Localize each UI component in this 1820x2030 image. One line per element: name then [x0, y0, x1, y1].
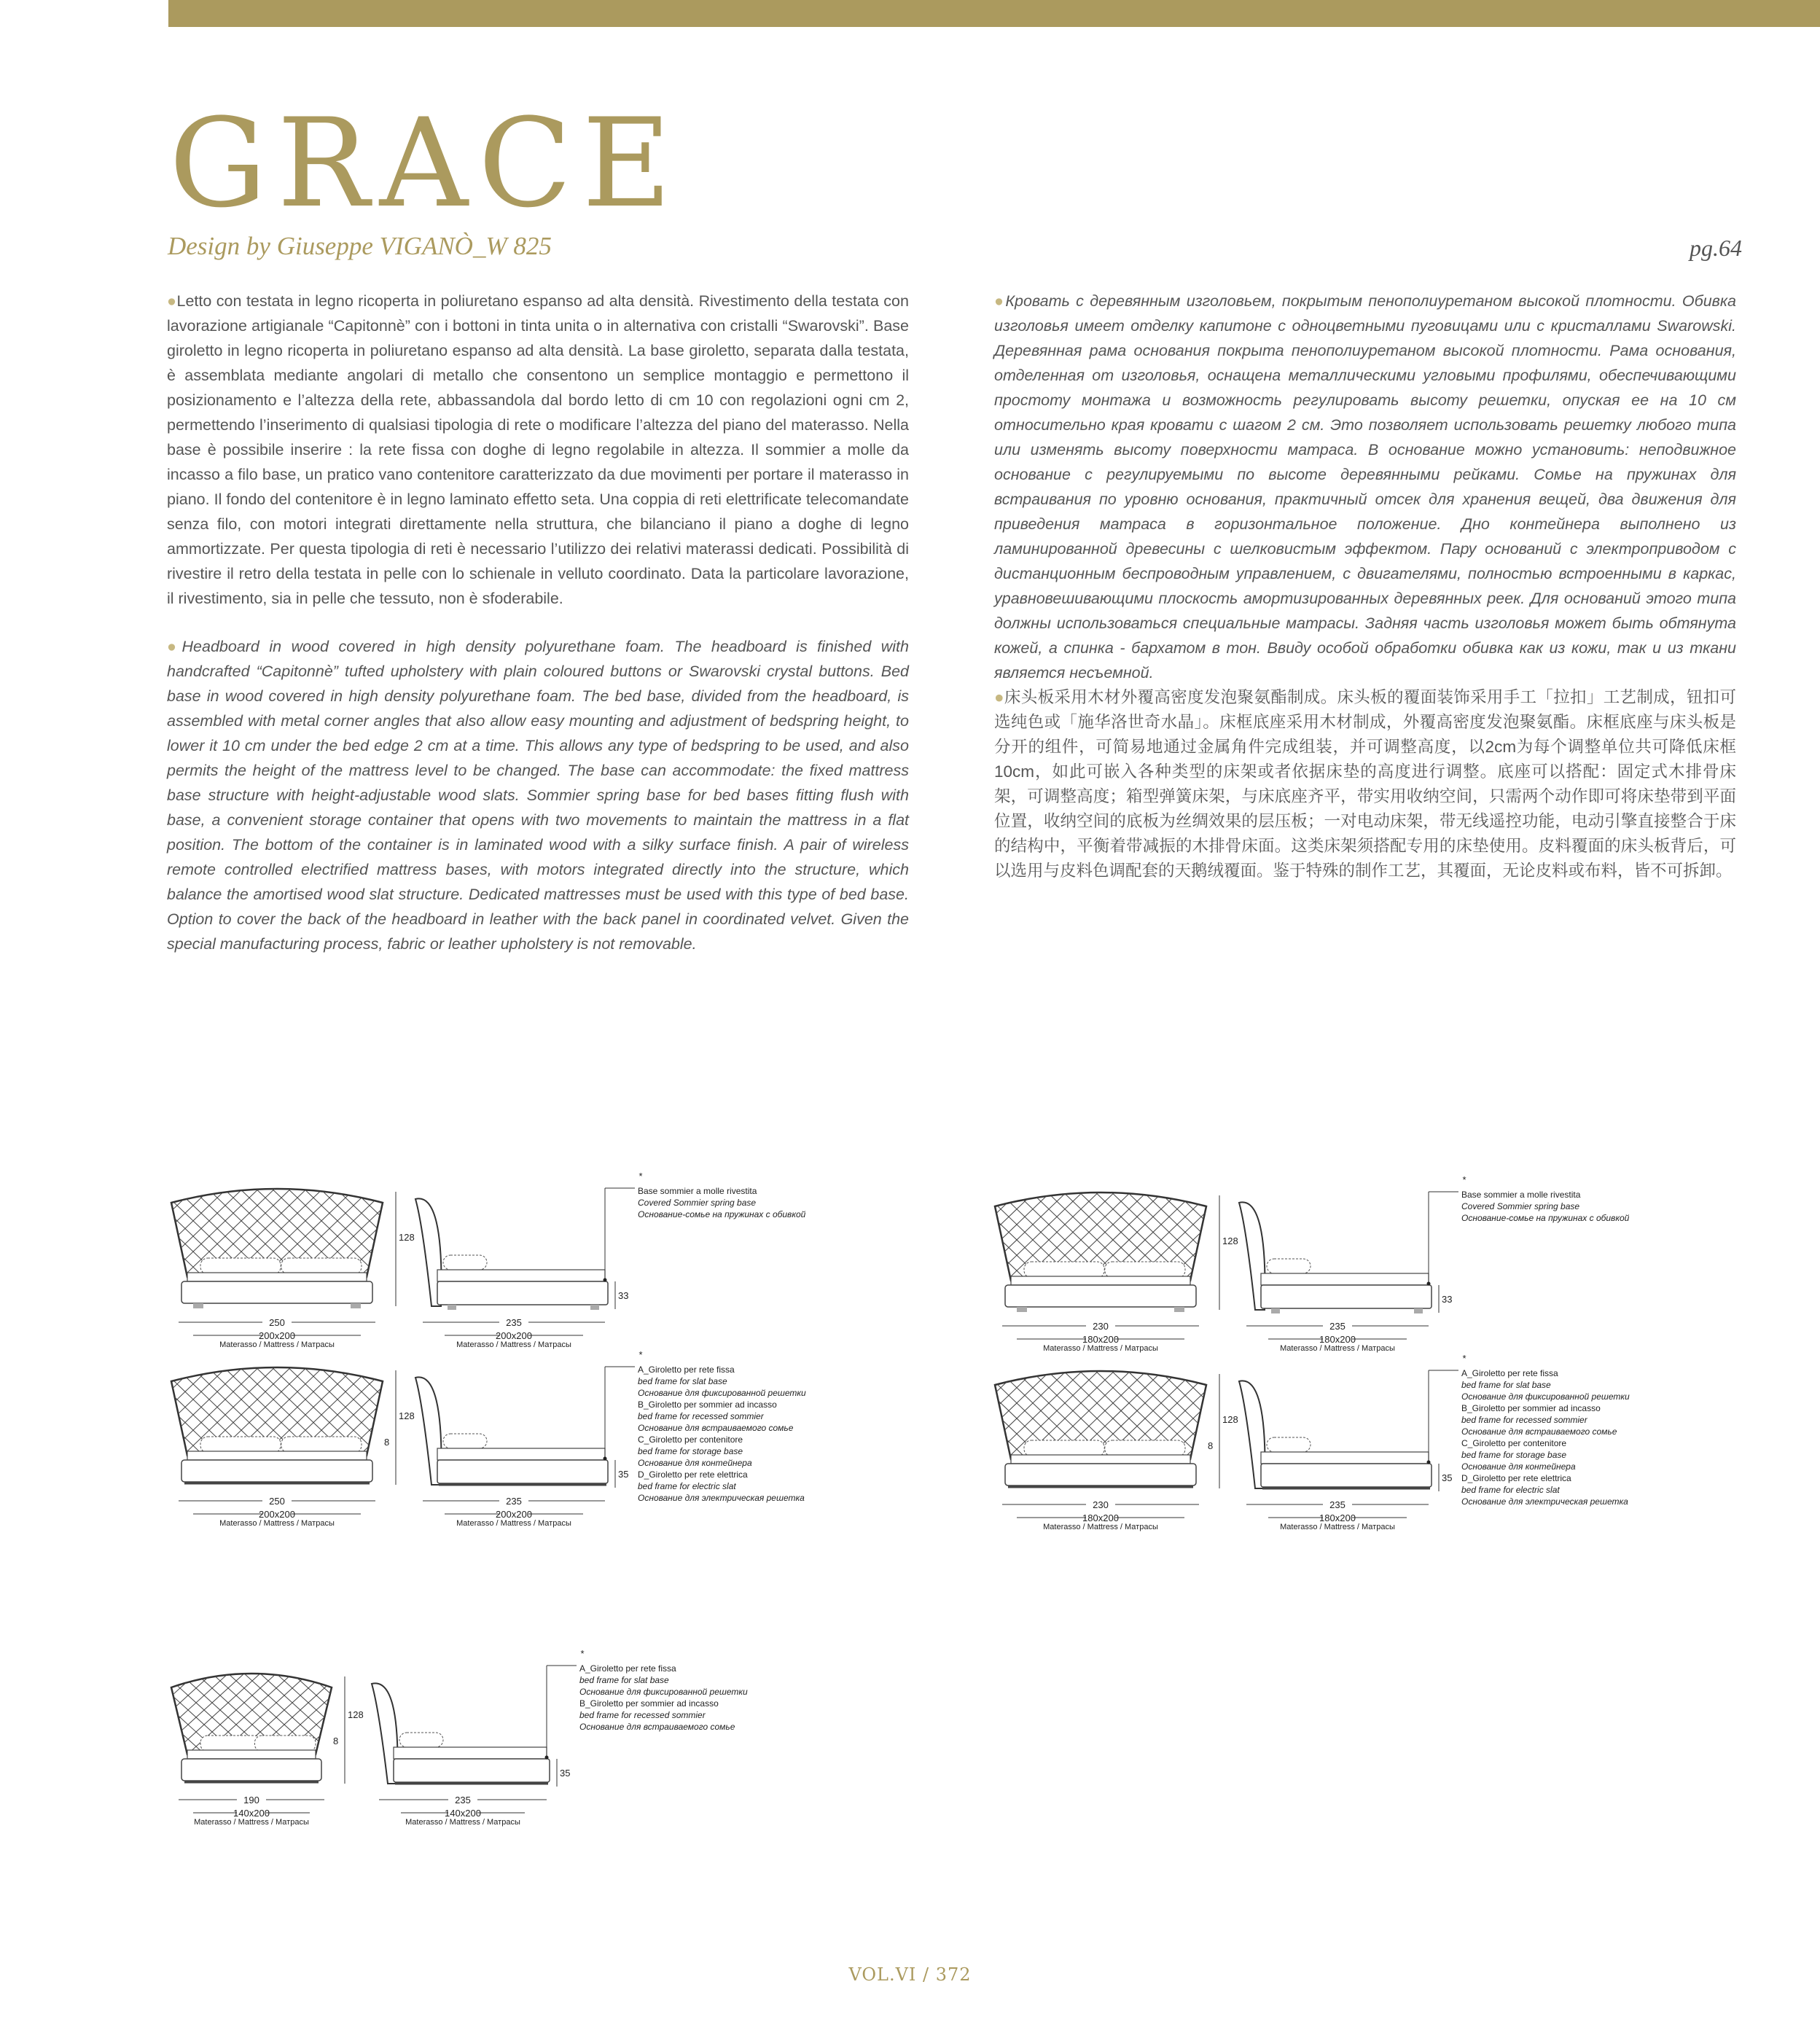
recess-dimension: 8 — [384, 1437, 390, 1448]
mattress-size: 140x200 — [445, 1808, 481, 1819]
note-line: Основание для встраиваемого сомье — [638, 1423, 794, 1433]
width-dimension: 230 — [1093, 1321, 1109, 1332]
diagram-queen-sommier — [988, 1174, 1716, 1353]
side-view — [415, 1377, 628, 1528]
mattress-label: Materasso / Mattress / Матрасы — [456, 1519, 571, 1528]
mattress — [187, 1273, 367, 1281]
notes — [604, 1171, 806, 1282]
note-line: bed frame for slat base — [1461, 1380, 1551, 1390]
mattress — [1261, 1452, 1429, 1464]
height-dimension: 128 — [1222, 1414, 1238, 1425]
note-line: bed frame for recessed sommier — [579, 1710, 706, 1720]
mattress-size: 200x200 — [496, 1509, 532, 1520]
note-line: C_Giroletto per contenitore — [1461, 1438, 1567, 1448]
note-line: A_Giroletto per rete fissa — [638, 1365, 735, 1375]
pillow — [443, 1255, 487, 1270]
mattress-label: Materasso / Mattress / Матрасы — [219, 1340, 335, 1349]
mattress-size: 140x200 — [233, 1808, 270, 1819]
pillow — [281, 1437, 362, 1453]
foot — [448, 1305, 456, 1310]
description-chinese-text: 床头板采用木材外覆高密度发泡聚氨酯制成。床头板的覆面装饰采用手工「拉扣」工艺制成，钮扣可选纯色或「施华洛世奇水晶」。床框底座采用木材制成，外覆高密度发泡聚氨酯。床框底座与床头板是分开的组件，可简易地通过金属角件完成组装，并可调整高度，以2cm为每个调整单位共可降低床框10cm，如此可嵌入各种类型的床架或者依据床垫的高度进行调整。底座可以搭配：固定式木排骨床架，可调整高度；箱型弹簧床架，与床底座齐平，带实用收纳空间，只需两个动作即可将床垫带到平面位置，收纳空间的底板为丝绸效果的层压板；一对电动床架，带无线遥控功能，电动引擎直接整合于床的结构中，平衡着带减振的木排骨床面。这类床架须搭配专用的床垫使用。皮料覆面的床头板背后，可以选用与皮料色调配套的天鹅绒覆面。鉴于特殊的制作工艺，其覆面，无论皮料或布料，皆不可拆卸。 — [994, 688, 1736, 880]
bed-base — [1005, 1285, 1196, 1307]
foot — [1174, 1307, 1184, 1312]
bed-base — [1005, 1464, 1196, 1486]
note-line: bed frame for storage base — [638, 1446, 743, 1456]
mattress — [187, 1750, 316, 1759]
mattress-size: 180x200 — [1319, 1512, 1356, 1523]
pillow — [1267, 1437, 1311, 1452]
note-line: A_Giroletto per rete fissa — [1461, 1368, 1558, 1378]
height-dimension: 128 — [348, 1709, 364, 1720]
base-height-dimension: 35 — [560, 1768, 571, 1779]
mattress — [187, 1451, 367, 1460]
volume-page-number: VOL.VI / 372 — [848, 1964, 972, 1985]
pillow — [1267, 1259, 1311, 1273]
front-view — [784, 1348, 1555, 1531]
pillow — [281, 1258, 362, 1274]
height-dimension: 128 — [399, 1232, 415, 1243]
note-line: Основание для электрическая решетка — [638, 1493, 805, 1503]
foot — [1414, 1308, 1423, 1313]
note-line: Основание для фиксированной решетки — [579, 1687, 748, 1697]
note-line: bed frame for recessed sommier — [638, 1411, 764, 1421]
bed-base — [1261, 1285, 1432, 1308]
side-view — [415, 1198, 628, 1349]
side-view — [1239, 1381, 1452, 1531]
mattress — [437, 1448, 605, 1460]
description-italian — [167, 289, 909, 611]
mattress — [1011, 1455, 1190, 1464]
base-height-dimension: 33 — [1442, 1294, 1453, 1305]
mattress-size: 180x200 — [1319, 1334, 1356, 1345]
note-line: Основание для контейнера — [638, 1458, 752, 1468]
mattress — [1261, 1273, 1429, 1285]
length-dimension: 235 — [455, 1795, 471, 1805]
notes — [604, 1349, 807, 1503]
mattress — [437, 1270, 605, 1281]
bullet-icon: ● — [167, 638, 182, 655]
bed-base — [437, 1281, 608, 1305]
base-height-dimension: 35 — [618, 1469, 629, 1480]
pillow — [399, 1733, 443, 1747]
pillow — [254, 1736, 316, 1752]
foot — [590, 1305, 599, 1310]
length-dimension: 235 — [1329, 1321, 1346, 1332]
pillow — [200, 1437, 281, 1453]
note-line: bed frame for storage base — [1461, 1450, 1567, 1460]
mattress-label: Materasso / Mattress / Матрасы — [456, 1340, 571, 1349]
mattress-label: Materasso / Mattress / Матрасы — [1280, 1523, 1395, 1531]
length-dimension: 235 — [506, 1496, 522, 1507]
length-dimension: 235 — [506, 1317, 522, 1328]
note-line: bed frame for electric slat — [638, 1481, 736, 1491]
asterisk-mark: * — [638, 1171, 643, 1182]
bed-base — [181, 1281, 372, 1303]
bullet-icon: ● — [167, 292, 177, 310]
mattress-label: Materasso / Mattress / Матрасы — [219, 1519, 335, 1528]
bullet-icon: ● — [994, 688, 1004, 706]
pillow — [1105, 1262, 1185, 1278]
note-line: D_Giroletto per rete elettrica — [638, 1469, 748, 1480]
front-view — [0, 1166, 731, 1349]
asterisk-mark: * — [1462, 1174, 1466, 1185]
note-line: Основание для контейнера — [1461, 1461, 1576, 1472]
note-line: C_Giroletto per contenitore — [638, 1434, 743, 1445]
note-line: Covered Sommier spring base — [638, 1198, 757, 1208]
note-line: A_Giroletto per rete fissa — [579, 1663, 676, 1674]
description-chinese — [994, 685, 1736, 883]
mattress-size: 200x200 — [496, 1330, 532, 1341]
mattress-size: 200x200 — [259, 1509, 295, 1520]
note-line: Основание для встраиваемого сомье — [1461, 1426, 1617, 1437]
note-line: bed frame for recessed sommier — [1461, 1415, 1587, 1425]
mattress-size: 180x200 — [1082, 1512, 1119, 1523]
note-line: Основание для фиксированной решетки — [638, 1388, 806, 1398]
bed-base — [181, 1759, 321, 1781]
description-russian — [994, 289, 1736, 685]
mattress-label: Materasso / Mattress / Матрасы — [1280, 1344, 1395, 1353]
note-line: Основание для встраиваемого сомье — [579, 1722, 735, 1732]
front-view — [11, 1651, 622, 1827]
pillow — [1024, 1262, 1104, 1278]
front-view — [0, 1345, 731, 1528]
mattress-label: Materasso / Mattress / Матрасы — [194, 1818, 309, 1827]
foot — [193, 1303, 203, 1308]
description-russian-text: Кровать с деревянным изголовьем, покрытым пенополиуретаном высокой плотности. Обивка изголовья имеет отделку капитоне с одноцветными пуговицами или с кристаллами Swarowski. Деревянная рама основания покрыта пенополиуретаном высокой плотности. Рама основания, отделенная от изголовья, оснащена металлическими угловыми профилями, обеспечивающими простоту монтажа и возможность регулировать высоту решетки, опуская ее на 10 см относительно края кровати с шагом 2 см. Это позволяет использовать решетку любого типа или изменять высоту поверхности матраса. В основание можно установить: неподвижное основание с регулируемыми по высоте деревянными рейками. Сомье на пружинах для встраивания по уровню основания, практичный отсек для хранения вещей, два движения для приведения матраса в горизонтальное положение. Дно контейнера выполнено из ламинированной древесины с шелковистым эффектом. Пару оснований с электроприводом с дистанционным беспроводным управлением, с двигателями, полностью встроенными в каркас, уравновешивающими плоскость амортизированных деревянных реек. Для оснований этого типа должны использоваться специальные матрасы. Задняя часть изголовья может быть обтянута кожей, а спинка - бархатом в тон. Ввиду особой обработки обивка как из кожи, так и из ткани является несъемной. — [994, 292, 1736, 682]
designer-credit: Design by Giuseppe VIGANÒ_W 825 — [168, 232, 552, 260]
length-dimension: 235 — [1329, 1499, 1346, 1510]
mattress-label: Materasso / Mattress / Матрасы — [1043, 1344, 1158, 1353]
foot — [1017, 1307, 1027, 1312]
diagram-king-sommier — [164, 1171, 893, 1349]
diagram-double-frames — [164, 1648, 893, 1827]
note-line: bed frame for electric slat — [1461, 1485, 1560, 1495]
note-line: Основание-сомье на пружинах с обивкой — [1461, 1213, 1630, 1223]
bed-base — [181, 1460, 372, 1482]
foot — [351, 1303, 361, 1308]
height-dimension: 128 — [399, 1410, 415, 1421]
mattress-label: Materasso / Mattress / Матрасы — [1043, 1523, 1158, 1531]
side-view — [1239, 1202, 1452, 1353]
note-line: Base sommier a molle rivestita — [638, 1186, 757, 1196]
notes — [1427, 1174, 1630, 1286]
bullet-icon: ● — [994, 292, 1006, 310]
note-line: Base sommier a molle rivestita — [1461, 1190, 1581, 1200]
note-line: Основание для электрическая решетка — [1461, 1496, 1628, 1507]
width-dimension: 230 — [1093, 1499, 1109, 1510]
notes — [1427, 1353, 1630, 1507]
bed-base — [437, 1460, 608, 1483]
width-dimension: 250 — [269, 1317, 285, 1328]
note-line: Основание для фиксированной решетки — [1461, 1391, 1630, 1402]
mattress — [394, 1747, 547, 1759]
pillow — [200, 1258, 281, 1274]
description-english-text: Headboard in wood covered in high density polyurethane foam. The headboard is finished with handcrafted “Capitonnè” tufted upholstery with plain coloured buttons or Swarovski crystal buttons. Bed base in wood covered in high density polyurethane foam. The bed base, divided from the headboard, is assembled with metal corner angles that also allow easy mounting and adjustment of bedspring height, to lower it 10 cm under the bed edge 2 cm at a time. This allows any type of bedspring to be used, and also permits the height of the mattress level to be changed. The base can accommodate: the fixed mattress base structure with height-adjustable wood slats. Sommier spring base for bed bases fitting flush with base, a convenient storage container that opens with two movements to maintain the mattress in a flat position. The bottom of the container is in laminated wood with a silky surface finish. A pair of wireless remote controlled electrified mattress bases, with motors integrated directly into the structure, which balance the amortised wood slat structure. Dedicated mattresses must be used with this type of bed base. Option to cover the back of the headboard in leather with the back panel in coordinated velvet. Given the special manufacturing process, fabric or leather upholstery is not removable. — [167, 638, 909, 953]
recess-dimension: 8 — [1208, 1440, 1214, 1451]
front-view — [784, 1170, 1555, 1353]
recess-dimension: 8 — [333, 1736, 339, 1746]
asterisk-mark: * — [1462, 1353, 1466, 1364]
asterisk-mark: * — [580, 1648, 585, 1659]
bed-base — [394, 1759, 550, 1782]
top-accent-bar — [168, 0, 1820, 27]
foot — [1271, 1308, 1280, 1313]
pillow — [1105, 1440, 1185, 1456]
mattress — [1011, 1276, 1190, 1285]
mattress-size: 200x200 — [259, 1330, 295, 1341]
base-height-dimension: 33 — [618, 1290, 629, 1301]
mattress-size: 180x200 — [1082, 1334, 1119, 1345]
width-dimension: 250 — [269, 1496, 285, 1507]
note-line: B_Giroletto per sommier ad incasso — [579, 1698, 719, 1709]
note-line: bed frame for slat base — [638, 1376, 727, 1386]
width-dimension: 190 — [243, 1795, 259, 1805]
page-reference: pg.64 — [1690, 235, 1742, 261]
pillow — [443, 1434, 487, 1448]
asterisk-mark: * — [638, 1349, 643, 1360]
height-dimension: 128 — [1222, 1235, 1238, 1246]
side-view — [372, 1683, 570, 1827]
bed-base — [1261, 1464, 1432, 1487]
page-title: GRACE — [169, 92, 682, 235]
note-line: Covered Sommier spring base — [1461, 1201, 1580, 1211]
pillow — [200, 1736, 262, 1752]
pillow — [1024, 1440, 1104, 1456]
base-height-dimension: 35 — [1442, 1472, 1453, 1483]
diagram-queen-frames — [988, 1353, 1716, 1531]
notes — [545, 1648, 749, 1760]
description-english — [167, 634, 909, 956]
note-line: B_Giroletto per sommier ad incasso — [1461, 1403, 1601, 1413]
note-line: Основание-сомье на пружинах с обивкой — [638, 1209, 806, 1219]
note-line: B_Giroletto per sommier ad incasso — [638, 1399, 777, 1410]
description-italian-text: Letto con testata in legno ricoperta in poliuretano espanso ad alta densità. Rivestimento della testata con lavorazione artigianale “Capitonnè” con i bottoni in tinta unita o in alternativa con cristalli “Swarovski”. Base giroletto in legno ricoperta in poliuretano espanso ad alta densità. La base giroletto, separata dalla testata, è assemblata mediante angolari di metallo che consentono un semplice montaggio e permettono il posizionamento e l’altezza della rete, abbassandola dal bordo letto di cm 10 con regolazioni ogni cm 2, permettendo l’inserimento di qualsiasi tipologia di rete o modificare l’altezza del piano del materasso. Nella base è possibile inserire : la rete fissa con doghe di legno regolabile in altezza. Il sommier a molle da incasso a filo base, un pratico vano contenitore caratterizzato da due movimenti per portare il materasso in piano. Il fondo del contenitore è in legno laminato effetto seta. Una coppia di reti elettrificate telecomandate senza filo, con motori integrati direttamente nella struttura, che bilanciano il piano a doghe di legno ammortizzate. Per questa tipologia di reti è necessario l’utilizzo dei relativi materassi dedicati. Possibilità di rivestire il retro della testata in pelle con lo schienale in velluto coordinato. Data la particolare lavorazione, il rivestimento, sia in pelle che tessuto, non è sfoderabile. — [167, 292, 909, 607]
note-line: D_Giroletto per rete elettrica — [1461, 1473, 1571, 1483]
note-line: bed frame for slat base — [579, 1675, 669, 1685]
mattress-label: Materasso / Mattress / Матрасы — [405, 1818, 520, 1827]
diagram-king-frames — [164, 1349, 893, 1528]
